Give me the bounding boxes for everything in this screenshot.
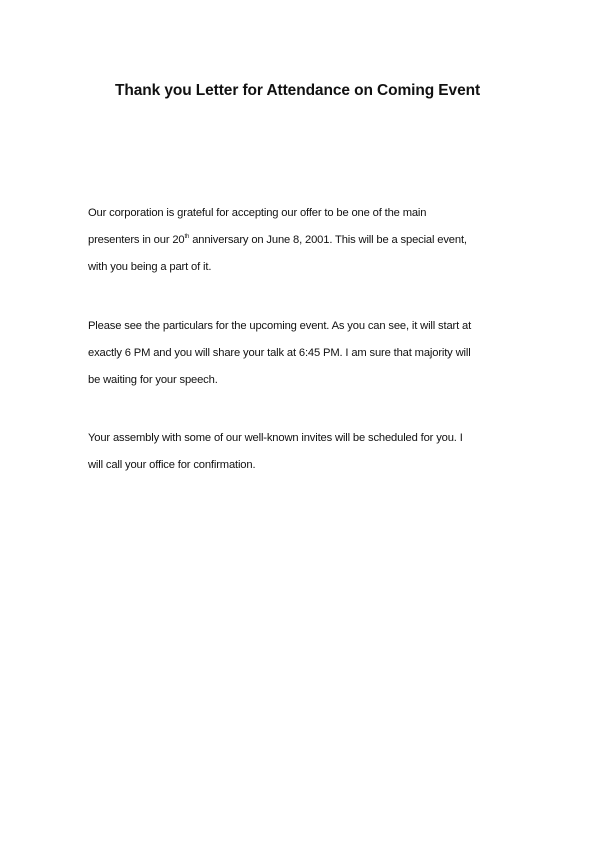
paragraph-2-line-3: be waiting for your speech. [88,374,218,386]
paragraph-3-line-1: Your assembly with some of our well-known invites will be scheduled for you. I [88,432,463,444]
ordinal-superscript: th [184,234,190,240]
line-text-before-superscript: presenters in our 20 [88,234,185,246]
paragraph-1 [88,200,518,281]
paragraph-2-line-2: exactly 6 PM and you will share your talk at 6:45 PM. I am sure that majority will [88,347,471,359]
paragraph-3-line-2: will call your office for confirmation. [88,459,256,471]
paragraph-1-line-1: Our corporation is grateful for accepting our offer to be one of the main [88,207,427,219]
paragraph-3 [88,425,518,479]
paragraph-1-line-3: with you being a part of it. [88,261,212,273]
paragraph-2 [88,313,518,394]
line-text-after-superscript: anniversary on June 8, 2001. This will be a special event, [189,234,467,246]
letter-title: Thank you Letter for Attendance on Coming Event [114,82,481,99]
paragraph-2-line-1: Please see the particulars for the upcoming event. As you can see, it will start at [88,320,472,332]
paragraph-1-line-2 [88,227,518,254]
